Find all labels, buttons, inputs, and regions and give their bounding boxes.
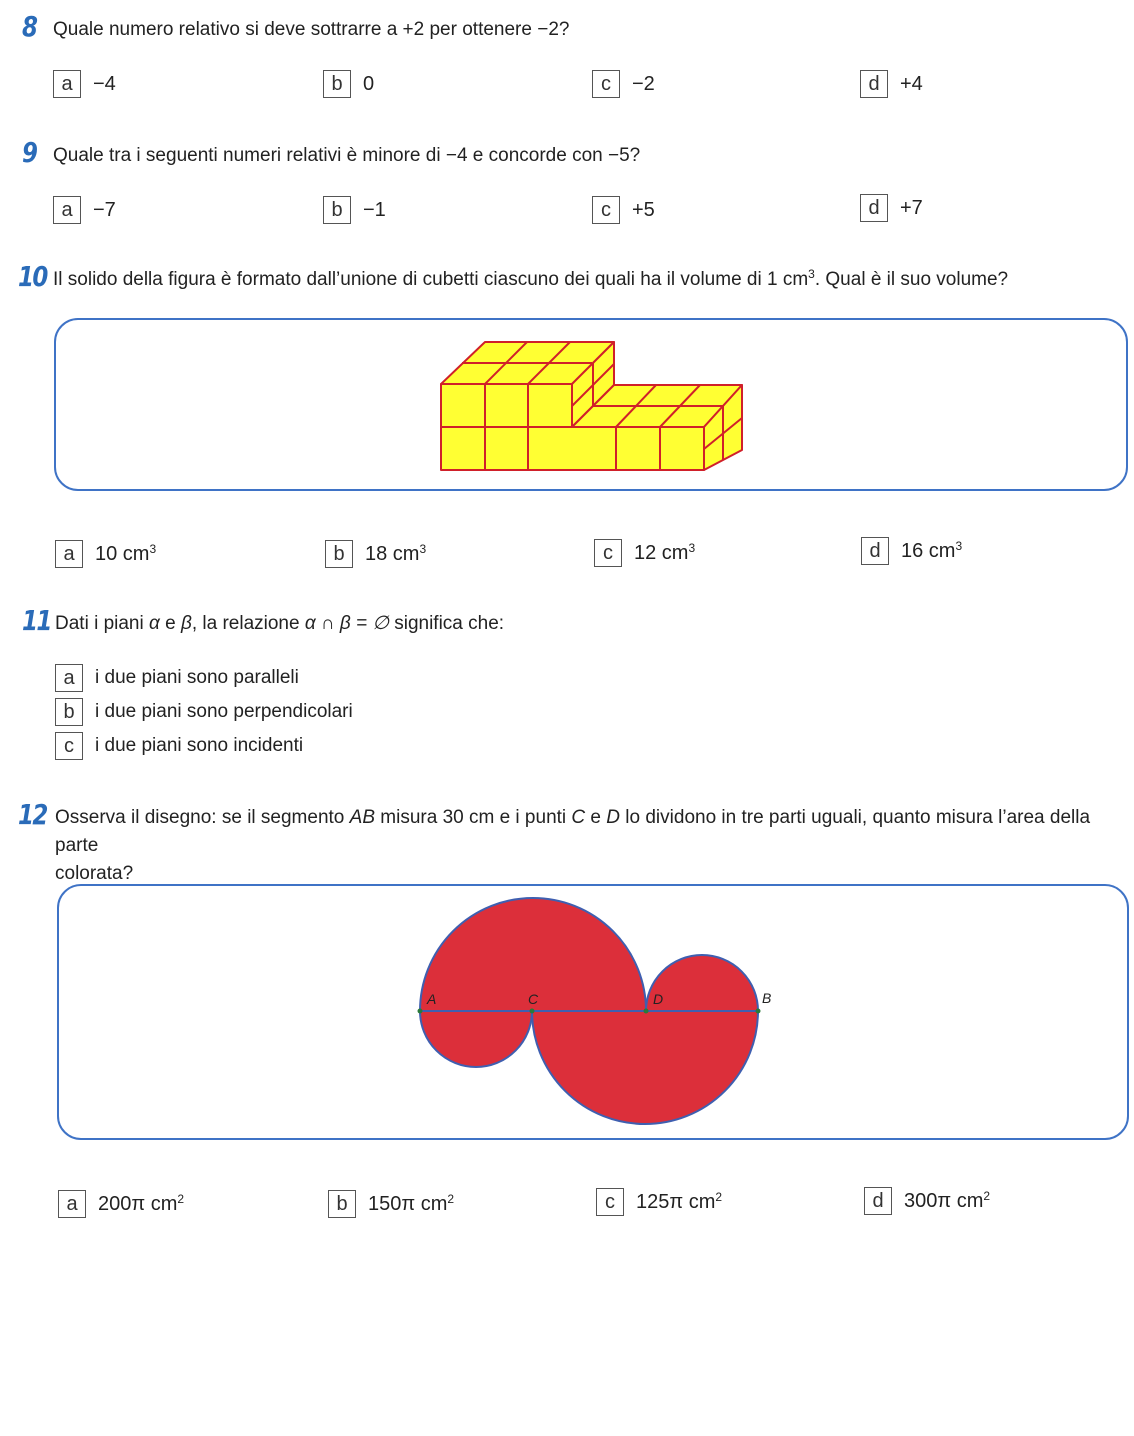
label-D: D <box>653 991 664 1007</box>
option-letter-box: b <box>325 540 353 568</box>
question-10-text <box>53 266 1008 294</box>
superscript: 3 <box>955 538 963 553</box>
option-text <box>904 1190 990 1213</box>
option-text: −4 <box>93 72 116 95</box>
option-value: 10 cm <box>95 542 150 565</box>
option-text: i due piani sono perpendicolari <box>95 701 353 722</box>
option-letter-box: c <box>594 539 622 567</box>
question-11-text-part: , la relazione <box>191 613 305 634</box>
question-12-text-part: e <box>585 807 607 828</box>
option-text: +4 <box>900 72 923 95</box>
question-8-option-b[interactable] <box>323 70 374 98</box>
option-letter-box: a <box>53 196 81 224</box>
question-12-option-a[interactable] <box>58 1190 184 1218</box>
question-10-option-c[interactable] <box>594 539 695 567</box>
option-text: i due piani sono incidenti <box>95 735 304 756</box>
question-11-number: 11 <box>22 604 51 637</box>
option-letter-box: c <box>592 70 620 98</box>
question-9-option-d[interactable] <box>860 194 923 222</box>
question-10-text-part: . Qual è il suo volume? <box>814 269 1009 290</box>
option-text: 0 <box>363 72 375 95</box>
question-11-text-part: significa che: <box>388 613 505 634</box>
option-text <box>365 543 426 566</box>
option-letter-box: a <box>55 540 83 568</box>
question-9-text: Quale tra i seguenti numeri relativi è minore di −4 e concorde con −5? <box>53 145 641 166</box>
question-8-number: 8 <box>22 10 37 43</box>
superscript: 2 <box>177 1191 185 1206</box>
question-12-text-part: Osserva il disegno: se il segmento <box>55 807 350 828</box>
superscript: 3 <box>808 267 815 281</box>
option-letter-box: c <box>592 196 620 224</box>
option-value: 18 cm <box>365 542 420 565</box>
label-A: A <box>427 991 437 1007</box>
option-text: −7 <box>93 198 116 221</box>
option-text: i due piani sono paralleli <box>95 667 299 688</box>
question-11-text-part: Dati i piani <box>55 613 149 634</box>
question-10-option-a[interactable] <box>55 540 156 568</box>
beta-symbol: β <box>180 613 192 634</box>
question-12-text <box>55 804 1130 888</box>
question-9-option-b[interactable] <box>323 196 386 224</box>
superscript: 2 <box>983 1188 991 1203</box>
option-value: 16 cm <box>901 539 956 562</box>
question-8-option-d[interactable] <box>860 70 923 98</box>
question-12-number: 12 <box>18 798 47 831</box>
option-text <box>634 542 695 565</box>
question-8-option-c[interactable] <box>592 70 655 98</box>
superscript: 2 <box>715 1189 723 1204</box>
question-8-option-a[interactable] <box>53 70 116 98</box>
cube-solid-figure <box>430 335 760 480</box>
option-letter-box: a <box>58 1190 86 1218</box>
question-11-option-c[interactable] <box>55 732 303 760</box>
point-D: D <box>606 807 621 828</box>
question-10-option-b[interactable] <box>325 540 426 568</box>
option-text: +5 <box>632 198 655 221</box>
option-letter-box: b <box>323 70 351 98</box>
option-value: 300π cm <box>904 1189 984 1212</box>
option-letter-box: d <box>860 70 888 98</box>
option-value: 150π cm <box>368 1192 448 1215</box>
superscript: 3 <box>149 541 157 556</box>
question-11-option-b[interactable] <box>55 698 353 726</box>
question-11-text-part: e <box>159 613 181 634</box>
question-12-option-b[interactable] <box>328 1190 454 1218</box>
label-C: C <box>528 991 539 1007</box>
option-text: −2 <box>632 72 655 95</box>
question-12-option-d[interactable] <box>864 1187 990 1215</box>
question-8-text: Quale numero relativo si deve sottrarre a +2 per ottenere −2? <box>53 19 570 40</box>
question-12-text-part: lo dividono in tre parti uguali, quanto misura l’area della parte <box>55 807 1091 856</box>
option-letter-box: d <box>861 537 889 565</box>
option-letter-box: b <box>55 698 83 726</box>
question-10-text-part: Il solido della figura è formato dall’unione di cubetti ciascuno dei quali ha il volume di 1 cm <box>53 269 809 290</box>
question-11-option-a[interactable] <box>55 664 299 692</box>
question-12-text-part: colorata? <box>55 863 134 884</box>
option-letter-box: b <box>328 1190 356 1218</box>
option-text <box>368 1193 454 1216</box>
segment-AB: AB <box>349 807 375 828</box>
superscript: 2 <box>447 1191 455 1206</box>
option-letter-box: d <box>860 194 888 222</box>
option-value: 12 cm <box>634 541 689 564</box>
option-letter-box: a <box>53 70 81 98</box>
question-9-option-a[interactable] <box>53 196 116 224</box>
label-B: B <box>762 990 772 1006</box>
option-value: 125π cm <box>636 1190 716 1213</box>
option-text: −1 <box>363 198 386 221</box>
point-C: C <box>571 807 586 828</box>
option-letter-box: d <box>864 1187 892 1215</box>
option-value: 200π cm <box>98 1192 178 1215</box>
option-letter-box: a <box>55 664 83 692</box>
superscript: 3 <box>419 541 427 556</box>
superscript: 3 <box>688 540 696 555</box>
semicircles-figure <box>410 895 780 1125</box>
alpha-symbol: α <box>149 613 160 634</box>
option-text <box>95 543 156 566</box>
question-12-text-part: misura 30 cm e i punti <box>375 807 572 828</box>
option-text <box>98 1193 184 1216</box>
relation-formula: α ∩ β = ∅ <box>304 613 389 634</box>
question-9-option-c[interactable] <box>592 196 655 224</box>
option-text <box>636 1191 722 1214</box>
question-10-option-d[interactable] <box>861 537 962 565</box>
option-letter-box: c <box>596 1188 624 1216</box>
option-text <box>901 540 962 563</box>
question-9-number: 9 <box>22 136 37 169</box>
question-12-option-c[interactable] <box>596 1188 722 1216</box>
option-letter-box: c <box>55 732 83 760</box>
question-11-text <box>55 610 504 638</box>
question-10-number: 10 <box>18 260 47 293</box>
option-text: +7 <box>900 196 923 219</box>
option-letter-box: b <box>323 196 351 224</box>
